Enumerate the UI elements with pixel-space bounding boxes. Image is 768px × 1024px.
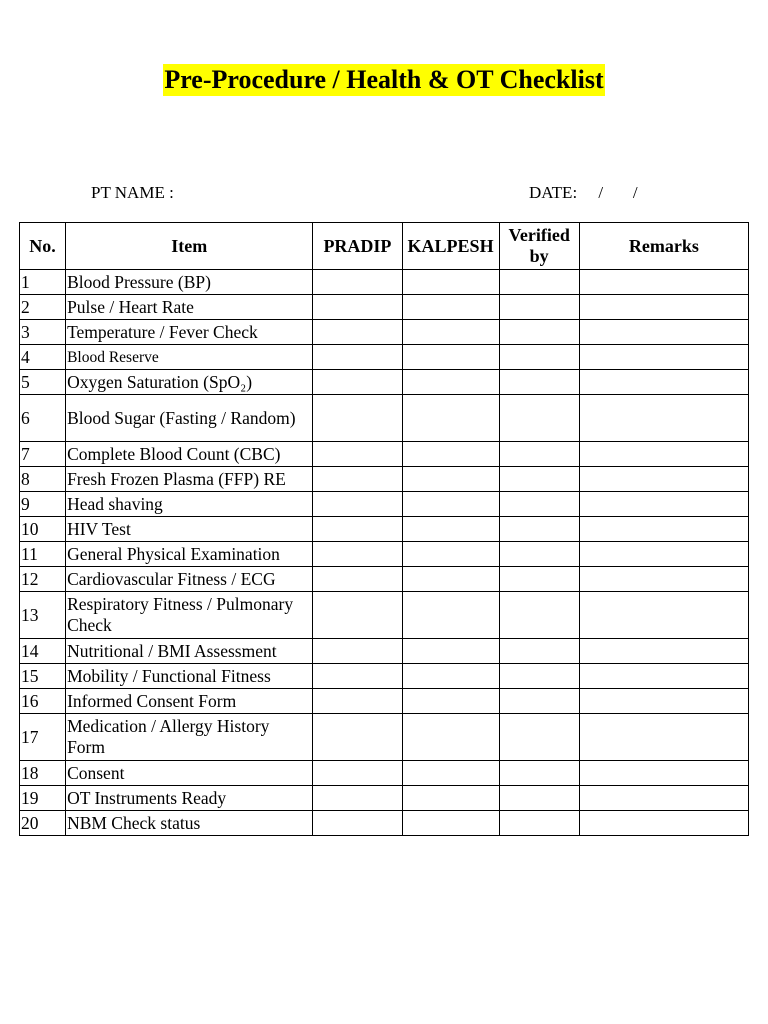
pradip-cell[interactable] <box>313 811 402 836</box>
pradip-cell[interactable] <box>313 664 402 689</box>
remarks-cell[interactable] <box>579 639 748 664</box>
row-item: Fresh Frozen Plasma (FFP) RE <box>66 467 313 492</box>
pradip-cell[interactable] <box>313 689 402 714</box>
remarks-cell[interactable] <box>579 442 748 467</box>
verified-by-cell[interactable] <box>499 567 579 592</box>
kalpesh-cell[interactable] <box>402 761 499 786</box>
table-row <box>20 442 749 467</box>
verified-by-cell[interactable] <box>499 492 579 517</box>
remarks-cell[interactable] <box>579 467 748 492</box>
kalpesh-cell[interactable] <box>402 714 499 761</box>
table-row <box>20 295 749 320</box>
remarks-cell[interactable] <box>579 320 748 345</box>
pradip-cell[interactable] <box>313 442 402 467</box>
header-remarks: Remarks <box>579 223 748 270</box>
verified-by-cell[interactable] <box>499 345 579 370</box>
row-item: Blood Sugar (Fasting / Random) <box>66 395 313 442</box>
table-row <box>20 761 749 786</box>
pradip-cell[interactable] <box>313 492 402 517</box>
remarks-cell[interactable] <box>579 542 748 567</box>
remarks-cell[interactable] <box>579 761 748 786</box>
table-row <box>20 714 749 761</box>
row-item: Head shaving <box>66 492 313 517</box>
row-item: Nutritional / BMI Assessment <box>66 639 313 664</box>
row-number: 12 <box>20 567 66 592</box>
row-number: 15 <box>20 664 66 689</box>
row-number: 11 <box>20 542 66 567</box>
verified-by-cell[interactable] <box>499 664 579 689</box>
row-item: Temperature / Fever Check <box>66 320 313 345</box>
row-number: 3 <box>20 320 66 345</box>
row-item: OT Instruments Ready <box>66 786 313 811</box>
table-row <box>20 467 749 492</box>
remarks-cell[interactable] <box>579 370 748 395</box>
verified-by-cell[interactable] <box>499 689 579 714</box>
pradip-cell[interactable] <box>313 761 402 786</box>
remarks-cell[interactable] <box>579 492 748 517</box>
table-row <box>20 517 749 542</box>
row-item: Pulse / Heart Rate <box>66 295 313 320</box>
remarks-cell[interactable] <box>579 395 748 442</box>
kalpesh-cell[interactable] <box>402 689 499 714</box>
row-number: 9 <box>20 492 66 517</box>
verified-by-cell[interactable] <box>499 295 579 320</box>
pradip-cell[interactable] <box>313 714 402 761</box>
table-row <box>20 786 749 811</box>
remarks-cell[interactable] <box>579 592 748 639</box>
verified-by-cell[interactable] <box>499 517 579 542</box>
row-number: 13 <box>20 592 66 639</box>
kalpesh-cell[interactable] <box>402 567 499 592</box>
table-row <box>20 664 749 689</box>
row-item: NBM Check status <box>66 811 313 836</box>
pradip-cell[interactable] <box>313 639 402 664</box>
row-item: Informed Consent Form <box>66 689 313 714</box>
header-no: No. <box>20 223 66 270</box>
verified-by-cell[interactable] <box>499 370 579 395</box>
row-number: 8 <box>20 467 66 492</box>
verified-by-cell[interactable] <box>499 320 579 345</box>
kalpesh-cell[interactable] <box>402 320 499 345</box>
table-row <box>20 689 749 714</box>
pt-name-label: PT NAME : <box>91 183 174 202</box>
row-item: Complete Blood Count (CBC) <box>66 442 313 467</box>
kalpesh-cell[interactable] <box>402 270 499 295</box>
verified-by-cell[interactable] <box>499 542 579 567</box>
table-row <box>20 270 749 295</box>
pradip-cell[interactable] <box>313 517 402 542</box>
pradip-cell[interactable] <box>313 345 402 370</box>
kalpesh-cell[interactable] <box>402 811 499 836</box>
verified-by-cell[interactable] <box>499 467 579 492</box>
kalpesh-cell[interactable] <box>402 370 499 395</box>
verified-by-cell[interactable] <box>499 786 579 811</box>
row-number: 14 <box>20 639 66 664</box>
page-title: Pre-Procedure / Health & OT Checklist <box>164 65 604 94</box>
remarks-cell[interactable] <box>579 714 748 761</box>
kalpesh-cell[interactable] <box>402 542 499 567</box>
table-row <box>20 639 749 664</box>
kalpesh-cell[interactable] <box>402 786 499 811</box>
row-item: Blood Pressure (BP) <box>66 270 313 295</box>
remarks-cell[interactable] <box>579 786 748 811</box>
pradip-cell[interactable] <box>313 270 402 295</box>
kalpesh-cell[interactable] <box>402 664 499 689</box>
row-item: General Physical Examination <box>66 542 313 567</box>
pradip-cell[interactable] <box>313 295 402 320</box>
table-row <box>20 492 749 517</box>
table-header-row <box>20 223 749 270</box>
verified-by-cell[interactable] <box>499 761 579 786</box>
table-row <box>20 811 749 836</box>
kalpesh-cell[interactable] <box>402 467 499 492</box>
row-item: Blood Reserve <box>66 345 313 370</box>
pradip-cell[interactable] <box>313 320 402 345</box>
kalpesh-cell[interactable] <box>402 345 499 370</box>
row-item: HIV Test <box>66 517 313 542</box>
kalpesh-cell[interactable] <box>402 592 499 639</box>
row-number: 16 <box>20 689 66 714</box>
remarks-cell[interactable] <box>579 270 748 295</box>
table-row <box>20 345 749 370</box>
remarks-cell[interactable] <box>579 689 748 714</box>
kalpesh-cell[interactable] <box>402 395 499 442</box>
verified-by-cell[interactable] <box>499 639 579 664</box>
pradip-cell[interactable] <box>313 395 402 442</box>
table-row <box>20 395 749 442</box>
pradip-cell[interactable] <box>313 786 402 811</box>
remarks-cell[interactable] <box>579 567 748 592</box>
kalpesh-cell[interactable] <box>402 295 499 320</box>
kalpesh-cell[interactable] <box>402 639 499 664</box>
row-number: 1 <box>20 270 66 295</box>
verified-by-cell[interactable] <box>499 811 579 836</box>
row-item: Mobility / Functional Fitness <box>66 664 313 689</box>
verified-by-cell[interactable] <box>499 270 579 295</box>
row-number: 18 <box>20 761 66 786</box>
verified-by-cell[interactable] <box>499 395 579 442</box>
table-row <box>20 370 749 395</box>
row-number: 7 <box>20 442 66 467</box>
table-row <box>20 320 749 345</box>
remarks-cell[interactable] <box>579 517 748 542</box>
row-item: Cardiovascular Fitness / ECG <box>66 567 313 592</box>
verified-by-cell[interactable] <box>499 592 579 639</box>
date-label: DATE: / / <box>529 183 638 202</box>
table-row <box>20 592 749 639</box>
row-number: 19 <box>20 786 66 811</box>
row-number: 10 <box>20 517 66 542</box>
verified-by-cell[interactable] <box>499 442 579 467</box>
header-verified-by: Verified by <box>499 223 579 270</box>
pradip-cell[interactable] <box>313 370 402 395</box>
row-item: Oxygen Saturation (SpO₂) <box>66 370 313 395</box>
row-number: 5 <box>20 370 66 395</box>
remarks-cell[interactable] <box>579 664 748 689</box>
row-number: 20 <box>20 811 66 836</box>
table-row <box>20 542 749 567</box>
verified-by-cell[interactable] <box>499 714 579 761</box>
pradip-cell[interactable] <box>313 567 402 592</box>
remarks-cell[interactable] <box>579 811 748 836</box>
kalpesh-cell[interactable] <box>402 442 499 467</box>
header-kalpesh: KALPESH <box>402 223 499 270</box>
row-number: 2 <box>20 295 66 320</box>
pradip-cell[interactable] <box>313 542 402 567</box>
pradip-cell[interactable] <box>313 592 402 639</box>
kalpesh-cell[interactable] <box>402 492 499 517</box>
row-item: Medication / Allergy History Form <box>66 714 313 761</box>
kalpesh-cell[interactable] <box>402 517 499 542</box>
header-item: Item <box>66 223 313 270</box>
pradip-cell[interactable] <box>313 467 402 492</box>
header-pradip: PRADIP <box>313 223 402 270</box>
row-item: Respiratory Fitness / Pulmonary Check <box>66 592 313 639</box>
table-row <box>20 567 749 592</box>
remarks-cell[interactable] <box>579 345 748 370</box>
row-number: 6 <box>20 395 66 442</box>
checklist-table <box>19 222 749 836</box>
row-number: 17 <box>20 714 66 761</box>
row-item: Consent <box>66 761 313 786</box>
remarks-cell[interactable] <box>579 295 748 320</box>
row-number: 4 <box>20 345 66 370</box>
